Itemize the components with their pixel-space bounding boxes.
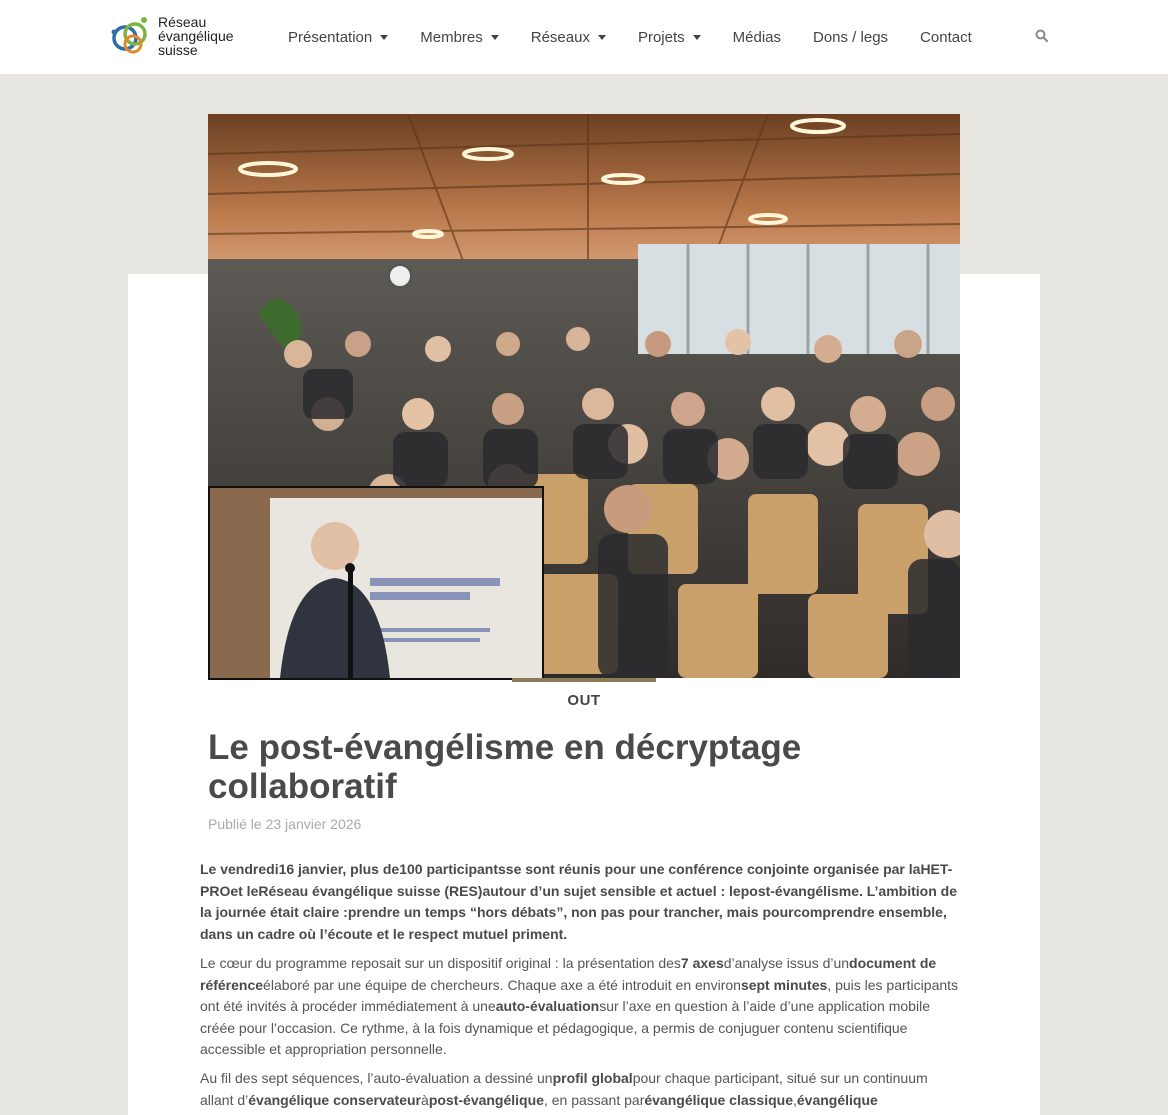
bold-run: document de référence bbox=[200, 955, 937, 993]
text-run: à bbox=[421, 1091, 429, 1108]
bold-run: profil global bbox=[552, 1070, 633, 1086]
logo-line-1: Réseau bbox=[158, 14, 207, 30]
nav-membres[interactable] bbox=[420, 29, 499, 46]
nav-label: Présentation bbox=[288, 28, 373, 46]
bold-run: évangélique classique bbox=[644, 1091, 793, 1108]
logo-text bbox=[158, 15, 234, 57]
article-date: Publié le 23 janvier 2026 bbox=[208, 816, 362, 832]
main-nav bbox=[288, 0, 1004, 74]
article-paragraph-1 bbox=[200, 953, 960, 1061]
article-title: Le post-évangélisme en décryptage collaboratif bbox=[208, 728, 802, 806]
search-icon[interactable] bbox=[1034, 28, 1050, 44]
article-category[interactable]: OUT bbox=[567, 692, 601, 709]
nav-dons-legs[interactable] bbox=[813, 29, 888, 46]
nav-medias[interactable] bbox=[733, 29, 781, 46]
article-lead: Le vendredi16 janvier, plus de100 participantsse sont réunis pour une conférence conjointe organisée par laHET-PROet leRéseau évangélique suisse (RES)autour d’un sujet sensible et actuel : lepost-évangélisme. L’ambition de la journée était claire :prendre un temps “hors débats”, non pas pour trancher, mais pourcomprendre ensemble, dans un cadre où l’écoute et le respect mutuel priment. bbox=[200, 861, 957, 942]
nav-label: Membres bbox=[420, 28, 483, 46]
logo-mark-icon bbox=[108, 14, 152, 58]
text-run: Au fil des sept séquences, l’auto-évaluation a dessiné un bbox=[200, 1070, 553, 1086]
text-run: sur l’axe en question à l’aide d’une application mobile créée pour l’occasion. Ce rythme, à la fois dynamique et pédagogique, a permis de conjuguer contenu scientifique accessible et appropriation personnelle. bbox=[200, 998, 930, 1057]
chevron-down-icon bbox=[491, 35, 499, 40]
site-logo[interactable] bbox=[108, 14, 248, 60]
nav-label: Réseaux bbox=[530, 28, 590, 46]
text-run: , en passant par bbox=[543, 1091, 645, 1108]
site-header bbox=[0, 0, 1168, 74]
bold-run: évangélique conservateur bbox=[248, 1091, 422, 1108]
bold-run: auto-évaluation bbox=[495, 998, 600, 1014]
nav-label: Médias bbox=[732, 28, 781, 46]
speaker-photo bbox=[210, 488, 542, 678]
text-run: , puis les participants ont été invités à procéder immédiatement à une bbox=[200, 976, 959, 1014]
speaker-inset-photo bbox=[208, 486, 544, 680]
nav-label: Contact bbox=[920, 28, 972, 46]
chevron-down-icon bbox=[380, 35, 388, 40]
nav-label: Projets bbox=[637, 28, 685, 46]
text-run: d’analyse issus d’un bbox=[723, 955, 850, 971]
nav-contact[interactable] bbox=[920, 29, 972, 46]
chevron-down-icon bbox=[598, 35, 606, 40]
bold-run: sept minutes bbox=[740, 976, 828, 993]
nav-reseaux[interactable] bbox=[531, 29, 606, 46]
text-run: pour chaque participant, situé sur un continuum allant d’ bbox=[200, 1070, 928, 1108]
text-run: , bbox=[792, 1091, 797, 1108]
article-paragraph-2 bbox=[200, 1068, 960, 1111]
nav-projets[interactable] bbox=[638, 29, 701, 46]
text-run: élaboré par une équipe de chercheurs. Chaque axe a été introduit en environ bbox=[263, 976, 741, 993]
nav-label: Dons / legs bbox=[813, 28, 889, 46]
logo-line-3: suisse bbox=[158, 42, 198, 58]
logo-line-2: évangélique bbox=[158, 28, 234, 44]
nav-presentation[interactable] bbox=[288, 29, 388, 46]
text-run: Le cœur du programme reposait sur un dispositif original : la présentation des bbox=[200, 955, 681, 971]
category-underline bbox=[512, 678, 656, 682]
bold-run: post-évangélique bbox=[428, 1091, 544, 1108]
chevron-down-icon bbox=[693, 35, 701, 40]
bold-run: 7 axes bbox=[680, 955, 724, 971]
bold-run: évangélique bbox=[796, 1091, 878, 1108]
